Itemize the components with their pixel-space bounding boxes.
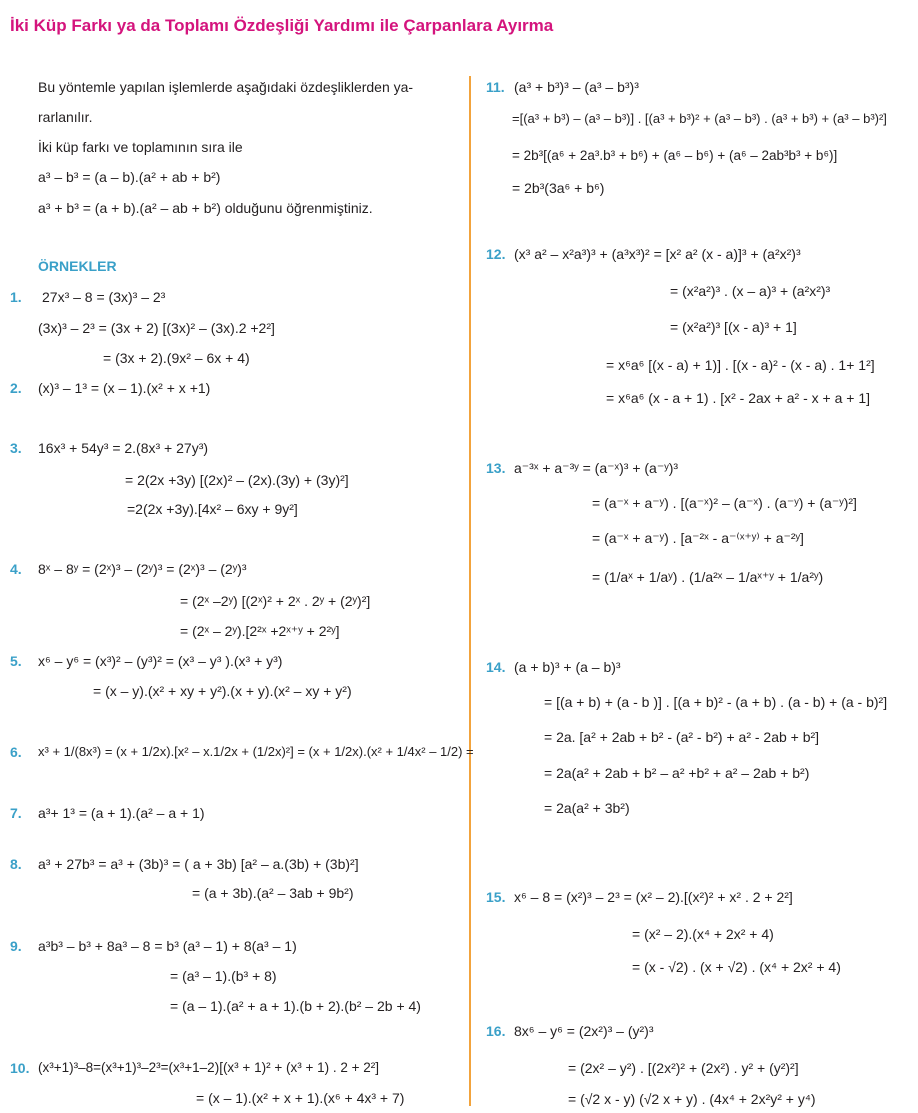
example-line: = (3x + 2).(9x² – 6x + 4) <box>103 350 250 366</box>
example-number: 1. <box>10 289 22 305</box>
example-number: 15. <box>486 889 506 905</box>
example-line: (3x)³ – 2³ = (3x + 2) [(3x)² – (3x).2 +2²] <box>38 320 275 336</box>
example-line: = (x²a²)³ [(x - a)³ + 1] <box>670 319 797 335</box>
example-line: = 2b³[(a⁶ + 2a³.b³ + b⁶) + (a⁶ – b⁶) + (a⁶ – 2ab³b³ + b⁶)] <box>512 148 838 163</box>
example-line: = 2a. [a² + 2ab + b² - (a² - b²) + a² - 2ab + b²] <box>544 729 820 745</box>
example-line: 8ˣ – 8ʸ = (2ˣ)³ – (2ʸ)³ = (2ˣ)³ – (2ʸ)³ <box>38 561 247 577</box>
example-line: = x⁶a⁶ [(x - a) + 1)] . [(x - a)² - (x - a) . 1+ 1²] <box>606 357 875 373</box>
example-line: = (a⁻ˣ + a⁻ʸ) . [a⁻²ˣ - a⁻⁽ˣ⁺ʸ⁾ + a⁻²ʸ] <box>592 530 804 546</box>
example-line: = (x – 1).(x² + x + 1).(x⁶ + 4x³ + 7) <box>196 1090 405 1106</box>
example-line: a³b³ – b³ + 8a³ – 8 = b³ (a³ – 1) + 8(a³ – 1) <box>38 938 297 954</box>
example-line: = (1/aˣ + 1/aʸ) . (1/a²ˣ – 1/aˣ⁺ʸ + 1/a²ʸ) <box>592 569 824 585</box>
example-line: = (2ˣ – 2ʸ).[2²ˣ +2ˣ⁺ʸ + 2²ʸ] <box>180 623 340 639</box>
example-line: =[(a³ + b³) – (a³ – b³)] . [(a³ + b³)² + (a³ – b³) . (a³ + b³) + (a³ – b³)²] <box>512 111 887 126</box>
example-number: 5. <box>10 653 22 669</box>
example-line: = (√2 x - y) (√2 x + y) . (4x⁴ + 2x²y² + y⁴) <box>568 1091 816 1107</box>
example-line: (a + b)³ + (a – b)³ <box>514 659 621 675</box>
example-line: = 2a(a² + 2ab + b² – a² +b² + a² – 2ab + b²) <box>544 765 810 781</box>
example-line: a³ + 27b³ = a³ + (3b)³ = ( a + 3b) [a² – a.(3b) + (3b)²] <box>38 856 359 872</box>
example-line: = (a³ – 1).(b³ + 8) <box>170 968 277 984</box>
example-line: (x³ a² – x²a³)³ + (a³x³)² = [x² a² (x - a)]³ + (a²x²)³ <box>514 246 801 262</box>
example-line: = (a – 1).(a² + a + 1).(b + 2).(b² – 2b + 4) <box>170 998 421 1014</box>
example-line: =2(2x +3y).[4x² – 6xy + 9y²] <box>127 501 298 517</box>
example-line: = (x – y).(x² + xy + y²).(x + y).(x² – xy + y²) <box>93 683 352 699</box>
intro-line-2: rarlanılır. <box>38 109 93 125</box>
example-line: = 2(2x +3y) [(2x)² – (2x).(3y) + (3y)²] <box>125 472 349 488</box>
example-number: 14. <box>486 659 506 675</box>
example-number: 10. <box>10 1060 30 1076</box>
example-line: x⁶ – y⁶ = (x³)² – (y³)² = (x³ – y³ ).(x³ + y³) <box>38 653 283 669</box>
example-number: 7. <box>10 805 22 821</box>
examples-heading: ÖRNEKLER <box>38 258 117 274</box>
example-line: a³+ 1³ = (a + 1).(a² – a + 1) <box>38 805 205 821</box>
example-number: 3. <box>10 440 22 456</box>
example-line: (x)³ – 1³ = (x – 1).(x² + x +1) <box>38 380 211 396</box>
example-line: = 2b³(3a⁶ + b⁶) <box>512 180 605 196</box>
column-divider <box>469 76 471 1106</box>
intro-line-1: Bu yöntemle yapılan işlemlerde aşağıdaki özdeşliklerden ya- <box>38 79 414 95</box>
example-line: a⁻³ˣ + a⁻³ʸ = (a⁻ˣ)³ + (a⁻ʸ)³ <box>514 460 679 476</box>
example-line: = 2a(a² + 3b²) <box>544 800 630 816</box>
example-number: 16. <box>486 1023 506 1039</box>
example-line: = (x² – 2).(x⁴ + 2x² + 4) <box>632 926 774 942</box>
example-line: = (2x² – y²) . [(2x²)² + (2x²) . y² + (y²)²] <box>568 1060 799 1076</box>
example-line: = (a + 3b).(a² – 3ab + 9b²) <box>192 885 354 901</box>
intro-identity-sum: a³ + b³ = (a + b).(a² – ab + b²) olduğunu öğrenmiştiniz. <box>38 200 373 216</box>
example-line: = (x²a²)³ . (x – a)³ + (a²x²)³ <box>670 283 831 299</box>
example-number: 9. <box>10 938 22 954</box>
example-line: = x⁶a⁶ (x - a + 1) . [x² - 2ax + a² - x + a + 1] <box>606 390 871 406</box>
intro-line-3: İki küp farkı ve toplamının sıra ile <box>38 139 243 155</box>
example-number: 4. <box>10 561 22 577</box>
example-number: 8. <box>10 856 22 872</box>
intro-identity-difference: a³ – b³ = (a – b).(a² + ab + b²) <box>38 169 221 185</box>
example-number: 11. <box>486 79 505 95</box>
example-line: = (x - √2) . (x + √2) . (x⁴ + 2x² + 4) <box>632 959 841 975</box>
page-title: İki Küp Farkı ya da Toplamı Özdeşliği Yardımı ile Çarpanlara Ayırma <box>10 16 554 35</box>
example-line: x³ + 1/(8x³) = (x + 1/2x).[x² – x.1/2x + (1/2x)²] = (x + 1/2x).(x² + 1/4x² – 1/2) = <box>38 744 474 759</box>
example-line: 8x⁶ – y⁶ = (2x²)³ – (y²)³ <box>514 1023 654 1039</box>
example-line: (x³+1)³–8=(x³+1)³–2³=(x³+1–2)[(x³ + 1)² + (x³ + 1) . 2 + 2²] <box>38 1060 379 1075</box>
example-line: = (2ˣ –2ʸ) [(2ˣ)² + 2ˣ . 2ʸ + (2ʸ)²] <box>180 593 371 609</box>
example-line: 27x³ – 8 = (3x)³ – 2³ <box>42 289 166 305</box>
example-line: (a³ + b³)³ – (a³ – b³)³ <box>514 79 639 95</box>
example-line: x⁶ – 8 = (x²)³ – 2³ = (x² – 2).[(x²)² + x² . 2 + 2²] <box>514 889 793 905</box>
example-number: 12. <box>486 246 506 262</box>
example-number: 13. <box>486 460 506 476</box>
example-line: = (a⁻ˣ + a⁻ʸ) . [(a⁻ˣ)² – (a⁻ˣ) . (a⁻ʸ) + (a⁻ʸ)²] <box>592 495 857 511</box>
example-line: = [(a + b) + (a - b )] . [(a + b)² - (a + b) . (a - b) + (a - b)²] <box>544 694 888 710</box>
example-number: 2. <box>10 380 22 396</box>
example-line: 16x³ + 54y³ = 2.(8x³ + 27y³) <box>38 440 209 456</box>
example-number: 6. <box>10 744 22 760</box>
